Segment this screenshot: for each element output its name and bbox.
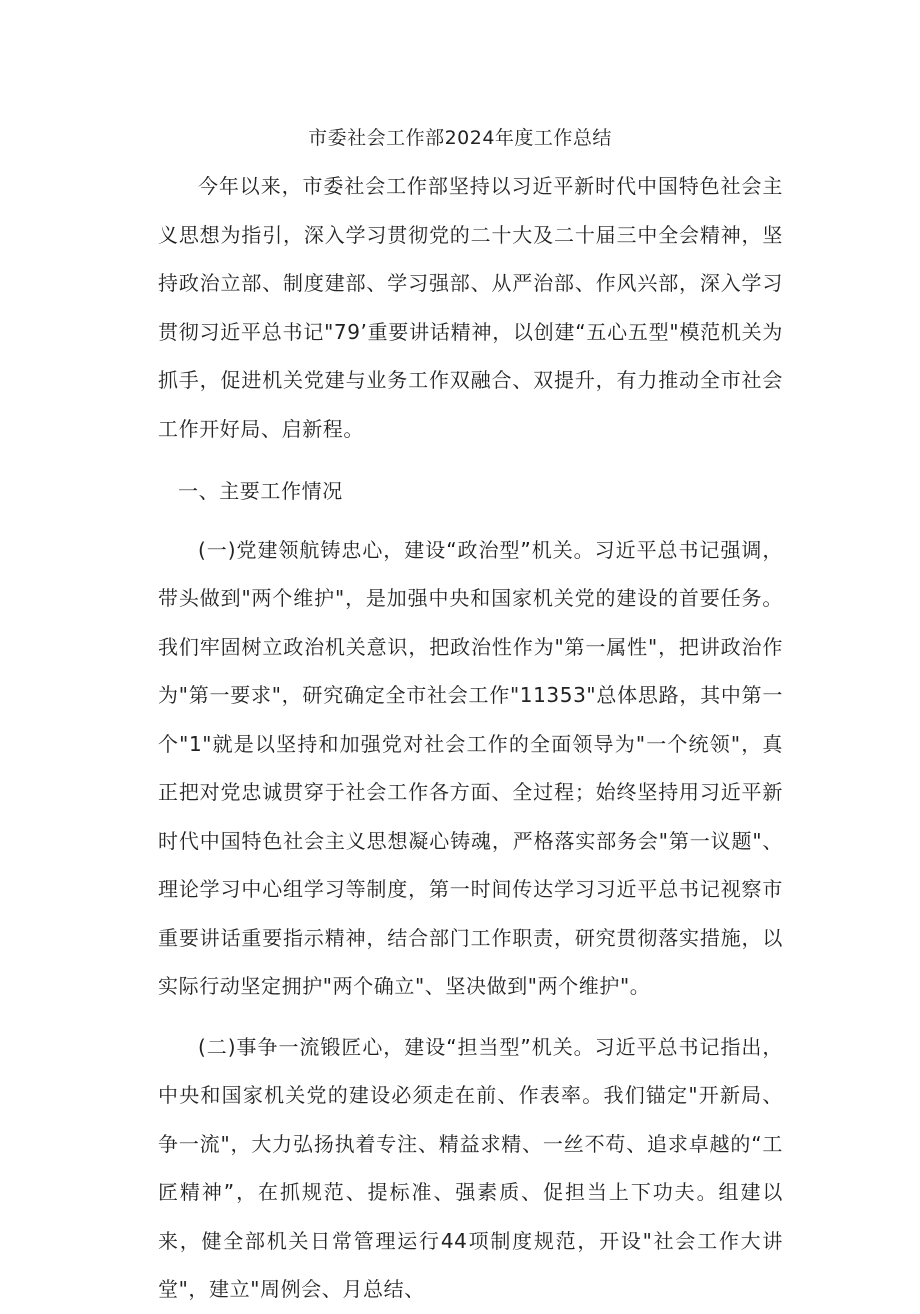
document-body	[158, 162, 783, 1314]
section-heading-main-work: 一、主要工作情况	[178, 479, 343, 503]
intro-paragraph: 今年以来，市委社会工作部坚持以习近平新时代中国特色社会主义思想为指引，深入学习贯彻党的二十大及二十届三中全会精神，坚持政治立部、制度建部、学习强部、从严治部、作风兴部，深入学习贯彻习近平总书记"79’重要讲话精神，以创建“五心五型"模范机关为抓手，促进机关党建与业务工作双融合、双提升，有力推动全市社会工作开好局、启新程。	[158, 174, 783, 441]
paragraph-responsible-organ: (二)事争一流锻匠心，建设“担当型”机关。习近平总书记指出，中央和国家机关党的建设必须走在前、作表率。我们锚定"开新局、争一流"，大力弘扬执着专注、精益求精、一丝不苟、追求卓越的“工匠精神”，在抓规范、提标准、强素质、促担当上下功夫。组建以来，健全部机关日常管理运行44项制度规范，开设"社会工作大讲堂"，建立"周例会、月总结、	[158, 1034, 783, 1301]
paragraph-political-organ: (一)党建领航铸忠心，建设“政治型”机关。习近平总书记强调，带头做到"两个维护"，是加强中央和国家机关党的建设的首要任务。我们牢固树立政治机关意识，把政治性作为"第一属性"，把讲政治作为"第一要求"，研究确定全市社会工作"11353"总体思路，其中第一个"1"就是以坚持和加强党对社会工作的全面领导为"一个统领"，真正把对党忠诚贯穿于社会工作各方面、全过程；始终坚持用习近平新时代中国特色社会主义思想凝心铸魂，严格落实部务会"第一议题"、理论学习中心组学习等制度，第一时间传达学习习近平总书记视察市重要讲话重要指示精神，结合部门工作职责，研究贯彻落实措施，以实际行动坚定拥护"两个确立"、坚决做到"两个维护"。	[158, 537, 783, 998]
document-title: 市委社会工作部2024年度工作总结	[308, 127, 612, 149]
